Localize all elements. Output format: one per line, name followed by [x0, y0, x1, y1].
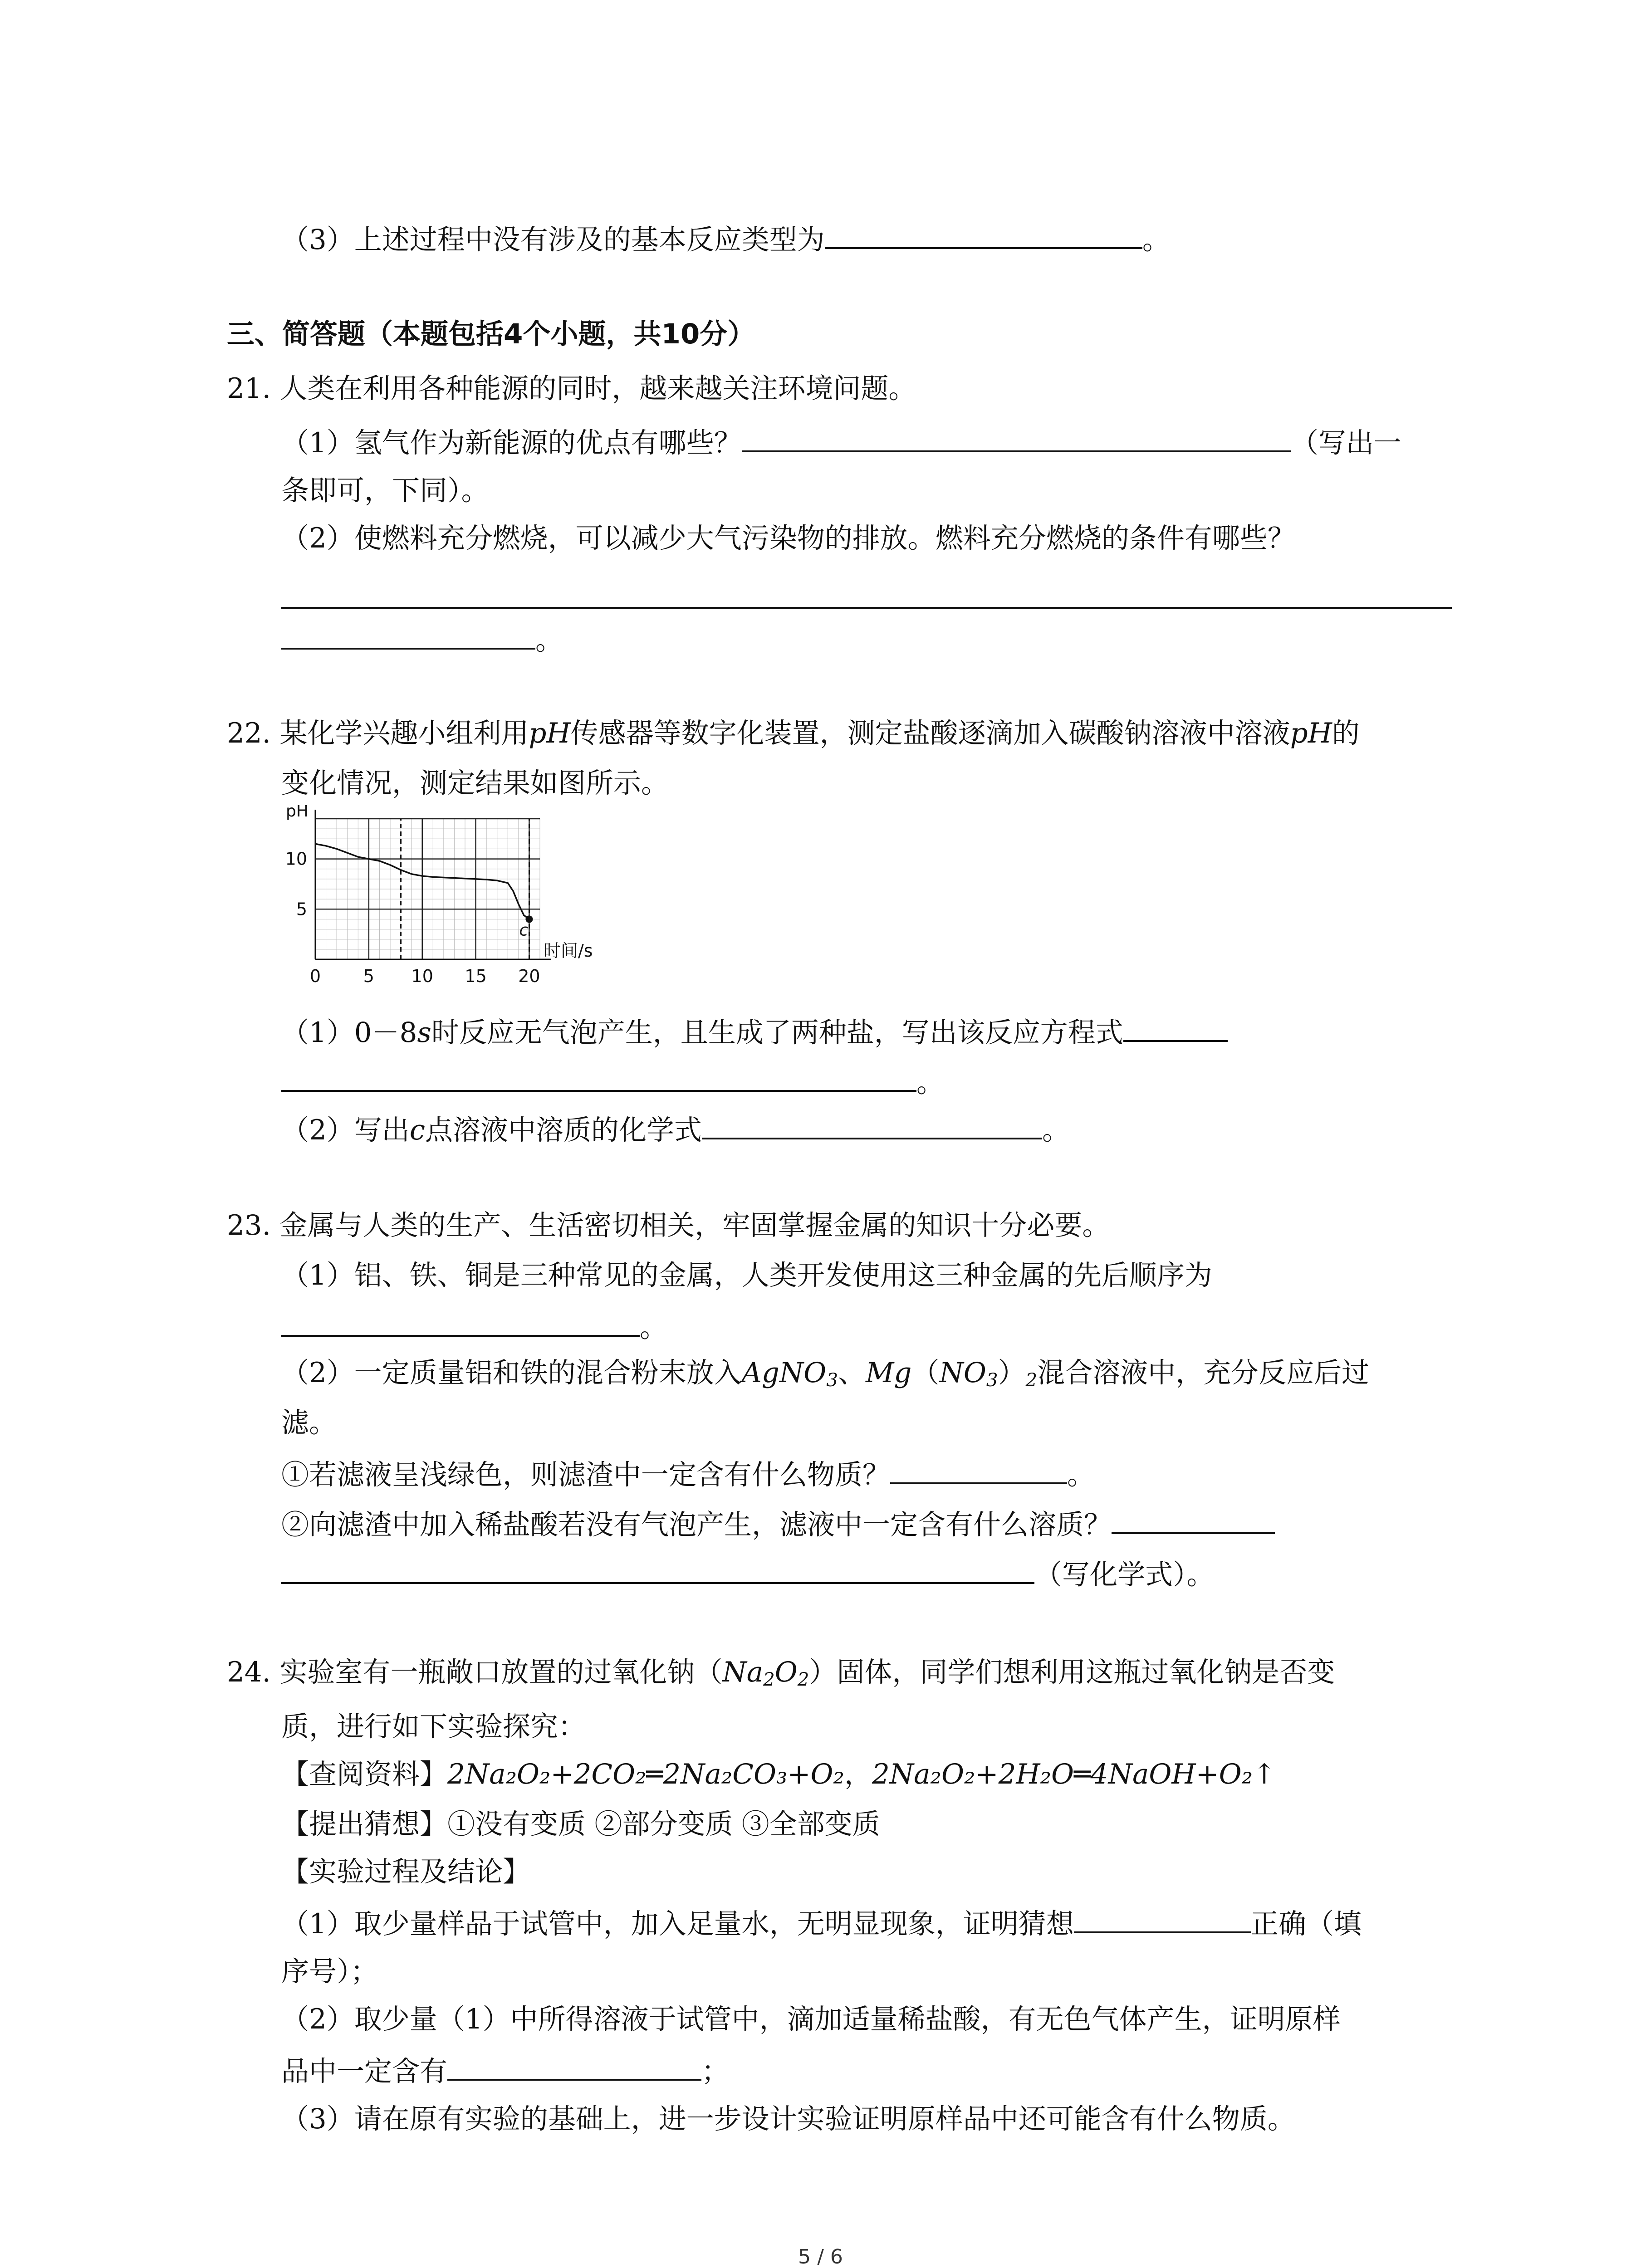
punct: 。 — [1067, 1458, 1095, 1491]
point-c-label: c — [519, 921, 529, 940]
q22-part2-a: （2）写出 — [281, 1114, 410, 1146]
q24-part1 — [281, 1905, 1362, 1941]
q21-part2: （2）使燃料充分燃烧，可以减少大气污染物的排放。燃料充分燃烧的条件有哪些？ — [281, 522, 1295, 554]
chart-grid — [315, 819, 540, 959]
q24-guess: 【提出猜想】①没有变质 ②部分变质 ③全部变质 — [281, 1808, 880, 1840]
q23-item2-tail: （写化学式）。 — [1034, 1558, 1215, 1591]
formula-mg: Mg — [865, 1357, 912, 1389]
punct: 、 — [838, 1357, 866, 1389]
q24-stem-a: 24. 实验室有一瓶敞口放置的过氧化钠（ — [227, 1656, 723, 1688]
subscript: 3 — [986, 1369, 998, 1391]
formula-na: Na — [722, 1656, 764, 1688]
q23-part1: （1）铝、铁、铜是三种常见的金属，人类开发使用这三种金属的先后顺序为 — [281, 1259, 1212, 1291]
equation-2: 2Na₂O₂+2H₂O═4NaOH+O₂↑ — [872, 1758, 1276, 1790]
answer-blank[interactable] — [742, 424, 1291, 452]
q22-stem-b: 传感器等数字化装置，测定盐酸逐滴加入碳酸钠溶液中溶液 — [570, 717, 1290, 749]
q23-part1-line2 — [281, 1309, 667, 1344]
q24-stem — [227, 1656, 1335, 1691]
ph-chart — [272, 805, 599, 1012]
formula-no3: NO — [939, 1357, 986, 1389]
point-c: c — [409, 1114, 425, 1146]
q24-part1-text: （1）取少量样品于试管中，加入足量水，无明显现象，证明猜想 — [281, 1907, 1074, 1940]
subscript: 2 — [763, 1669, 775, 1690]
formula-o: O — [774, 1656, 798, 1688]
q23-item2-text: ②向滤渣中加入稀盐酸若没有气泡产生，滤液中一定含有什么溶质？ — [281, 1508, 1112, 1541]
subscript: 3 — [826, 1369, 838, 1391]
q24-process: 【实验过程及结论】 — [281, 1856, 531, 1888]
q22-part2 — [281, 1111, 1070, 1147]
q23-part2-a: （2）一定质量铝和铁的混合粉末放入 — [281, 1357, 742, 1389]
formula-agno3: AgNO — [741, 1357, 827, 1389]
answer-blank[interactable] — [281, 1309, 640, 1337]
q22-part1-a: （1）0－8 — [281, 1016, 417, 1049]
answer-blank[interactable] — [1123, 1014, 1228, 1042]
q24-reference — [281, 1758, 1276, 1791]
q21-part2-line2 — [281, 621, 563, 657]
punct: 。 — [916, 1066, 945, 1099]
q21-part1-tail: （写出一 — [1290, 426, 1401, 459]
x-tick-label: 5 — [363, 966, 374, 986]
punct: 。 — [1042, 1114, 1070, 1146]
q23-stem: 23. 金属与人类的生产、生活密切相关，牢固掌握金属的知识十分必要。 — [227, 1209, 1110, 1242]
q22-part1 — [281, 1014, 1228, 1049]
q21-part1-line2: 条即可，下同）。 — [281, 474, 489, 507]
q24-part2-line2 — [281, 2053, 729, 2088]
q23-part2 — [281, 1356, 1369, 1391]
q22-part2-b: 点溶液中溶质的化学式 — [425, 1114, 702, 1146]
q21-part1 — [281, 424, 1401, 459]
y-axis-label: pH — [286, 805, 309, 821]
q21-part1-text: （1）氢气作为新能源的优点有哪些？ — [281, 426, 742, 459]
punct: ； — [701, 2055, 730, 2087]
q23-item2 — [281, 1506, 1275, 1541]
answer-line[interactable] — [281, 607, 1452, 609]
x-tick-label: 15 — [465, 966, 487, 986]
q24-stem-b: ）固体，同学们想利用这瓶过氧化钠是否变 — [809, 1656, 1335, 1688]
q24-part2-line2-text: 品中一定含有 — [281, 2055, 448, 2087]
answer-blank[interactable] — [281, 1064, 916, 1092]
punct: 。 — [535, 624, 563, 656]
subscript: 2 — [797, 1669, 809, 1690]
q23-item1-text: ①若滤液呈浅绿色，则滤渣中一定含有什么物质？ — [281, 1458, 891, 1491]
chart-axes — [315, 810, 551, 959]
q20-part3 — [281, 221, 1170, 256]
q22-stem-c: 的 — [1332, 717, 1360, 749]
q22-part1-line2 — [281, 1064, 944, 1099]
ph-symbol: pH — [529, 717, 571, 749]
x-tick-label: 20 — [518, 966, 540, 986]
equation-1: 2Na₂O₂+2CO₂═2Na₂CO₃+O₂ — [447, 1758, 844, 1790]
unit-s: s — [417, 1016, 431, 1049]
punct: 。 — [1142, 223, 1170, 256]
answer-blank[interactable] — [702, 1111, 1042, 1139]
answer-blank[interactable] — [447, 2053, 701, 2081]
q24-part1-line2: 序号）； — [281, 1955, 378, 1988]
y-tick-label: 10 — [285, 849, 307, 869]
page-number: 5 / 6 — [798, 2245, 843, 2268]
answer-blank[interactable] — [890, 1456, 1067, 1484]
section-title: 三、简答题（本题包括4个小题，共10分） — [227, 318, 755, 350]
punct: ， — [844, 1758, 872, 1790]
q24-part1-tail: 正确（填 — [1250, 1907, 1362, 1940]
chart-series — [315, 844, 533, 923]
q22-stem-a: 22. 某化学兴趣小组利用 — [227, 717, 529, 749]
q21-stem: 21. 人类在利用各种能源的同时，越来越关注环境问题。 — [227, 372, 916, 405]
q23-part2-line2: 滤。 — [281, 1407, 337, 1439]
x-tick-label: 0 — [309, 966, 321, 986]
answer-blank[interactable] — [1074, 1905, 1251, 1933]
answer-blank[interactable] — [825, 221, 1142, 249]
ph-symbol: pH — [1290, 717, 1332, 749]
subscript: 2 — [1025, 1369, 1038, 1391]
x-tick-label: 10 — [411, 966, 433, 986]
q24-part3: （3）请在原有实验的基础上，进一步设计实验证明原样品中还可能含有什么物质。 — [281, 2103, 1295, 2135]
punct: 。 — [640, 1311, 668, 1344]
paren: （ — [911, 1357, 940, 1389]
q23-part2-b: 混合溶液中，充分反应后过 — [1037, 1357, 1370, 1389]
answer-blank[interactable] — [1112, 1506, 1275, 1534]
q24-stem-line2: 质，进行如下实验探究： — [281, 1711, 586, 1743]
q22-part1-b: 时反应无气泡产生，且生成了两种盐，写出该反应方程式 — [431, 1016, 1123, 1049]
ref-label: 【查阅资料】 — [281, 1758, 448, 1790]
q23-item1 — [281, 1456, 1095, 1491]
q20-part3-text: （3）上述过程中没有涉及的基本反应类型为 — [281, 223, 825, 256]
q22-stem — [227, 717, 1360, 750]
q23-item2-line2 — [281, 1556, 1215, 1591]
answer-blank[interactable] — [281, 621, 535, 650]
x-axis-label: 时间/s — [544, 941, 593, 961]
paren: ） — [998, 1357, 1026, 1389]
answer-blank[interactable] — [281, 1556, 1034, 1584]
y-tick-label: 5 — [296, 899, 307, 919]
q22-stem-line2: 变化情况，测定结果如图所示。 — [281, 767, 669, 799]
q24-part2: （2）取少量（1）中所得溶液于试管中，滴加适量稀盐酸，有无色气体产生，证明原样 — [281, 2003, 1341, 2035]
